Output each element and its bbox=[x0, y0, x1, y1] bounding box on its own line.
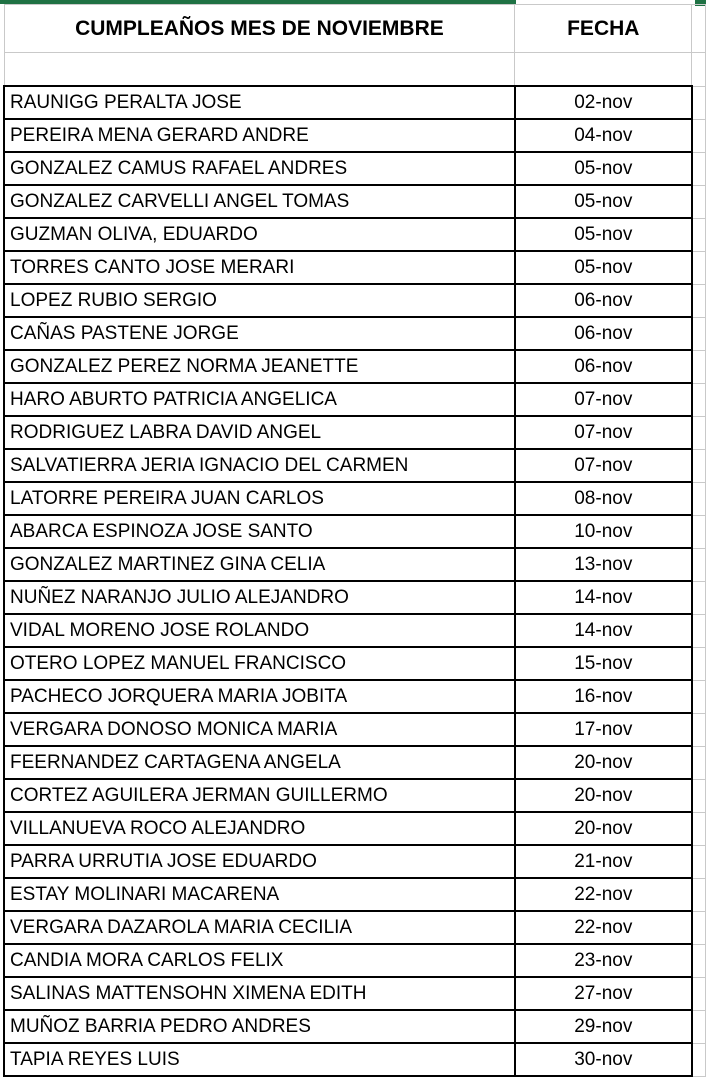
table-row bbox=[4, 218, 706, 251]
empty-cell[interactable] bbox=[692, 812, 706, 845]
date-cell[interactable]: 07-nov bbox=[515, 416, 692, 449]
table-row bbox=[4, 1043, 706, 1076]
name-cell[interactable]: GONZALEZ CARVELLI ANGEL TOMAS bbox=[4, 185, 515, 218]
table-row bbox=[4, 845, 706, 878]
date-cell[interactable]: 10-nov bbox=[515, 515, 692, 548]
table-row bbox=[4, 350, 706, 383]
name-cell[interactable]: GONZALEZ PEREZ NORMA JEANETTE bbox=[4, 350, 515, 383]
table-row bbox=[4, 746, 706, 779]
name-cell[interactable]: PACHECO JORQUERA MARIA JOBITA bbox=[4, 680, 515, 713]
date-cell[interactable]: 05-nov bbox=[515, 152, 692, 185]
empty-cell[interactable] bbox=[692, 581, 706, 614]
empty-cell[interactable] bbox=[692, 5, 706, 53]
empty-cell[interactable] bbox=[692, 1043, 706, 1076]
name-cell[interactable]: GUZMAN OLIVA, EDUARDO bbox=[4, 218, 515, 251]
name-cell[interactable]: CANDIA MORA CARLOS FELIX bbox=[4, 944, 515, 977]
table-row bbox=[4, 779, 706, 812]
name-cell[interactable]: VILLANUEVA ROCO ALEJANDRO bbox=[4, 812, 515, 845]
name-cell[interactable]: VIDAL MORENO JOSE ROLANDO bbox=[4, 614, 515, 647]
empty-cell[interactable] bbox=[692, 416, 706, 449]
empty-cell[interactable] bbox=[692, 680, 706, 713]
name-cell[interactable]: PEREIRA MENA GERARD ANDRE bbox=[4, 119, 515, 152]
table-row bbox=[4, 548, 706, 581]
name-cell[interactable]: ABARCA ESPINOZA JOSE SANTO bbox=[4, 515, 515, 548]
date-cell[interactable]: 13-nov bbox=[515, 548, 692, 581]
name-cell[interactable]: VERGARA DONOSO MONICA MARIA bbox=[4, 713, 515, 746]
name-cell[interactable]: SALVATIERRA JERIA IGNACIO DEL CARMEN bbox=[4, 449, 515, 482]
table-row bbox=[4, 515, 706, 548]
empty-cell[interactable] bbox=[692, 218, 706, 251]
table-row bbox=[4, 152, 706, 185]
table-row bbox=[4, 251, 706, 284]
date-cell[interactable]: 20-nov bbox=[515, 812, 692, 845]
date-cell[interactable]: 20-nov bbox=[515, 779, 692, 812]
empty-cell[interactable] bbox=[692, 779, 706, 812]
date-cell[interactable]: 29-nov bbox=[515, 1010, 692, 1043]
name-cell[interactable]: GONZALEZ CAMUS RAFAEL ANDRES bbox=[4, 152, 515, 185]
table-row bbox=[4, 416, 706, 449]
header-row bbox=[4, 5, 706, 53]
table-row bbox=[4, 284, 706, 317]
empty-cell[interactable] bbox=[4, 53, 515, 87]
empty-cell[interactable] bbox=[692, 1010, 706, 1043]
date-cell[interactable]: 17-nov bbox=[515, 713, 692, 746]
empty-cell[interactable] bbox=[692, 977, 706, 1010]
date-cell[interactable]: 16-nov bbox=[515, 680, 692, 713]
empty-cell[interactable] bbox=[692, 878, 706, 911]
blank-row bbox=[4, 53, 706, 87]
empty-cell[interactable] bbox=[515, 53, 692, 87]
empty-cell[interactable] bbox=[692, 284, 706, 317]
name-cell[interactable]: HARO ABURTO PATRICIA ANGELICA bbox=[4, 383, 515, 416]
birthday-table bbox=[3, 4, 706, 1077]
table-row bbox=[4, 680, 706, 713]
name-cell[interactable]: CAÑAS PASTENE JORGE bbox=[4, 317, 515, 350]
empty-cell[interactable] bbox=[692, 317, 706, 350]
date-cell[interactable]: 20-nov bbox=[515, 746, 692, 779]
empty-cell[interactable] bbox=[692, 746, 706, 779]
table-row bbox=[4, 1010, 706, 1043]
name-cell[interactable]: ESTAY MOLINARI MACARENA bbox=[4, 878, 515, 911]
date-cell[interactable]: 02-nov bbox=[515, 86, 692, 119]
date-cell[interactable]: 27-nov bbox=[515, 977, 692, 1010]
date-cell[interactable]: 07-nov bbox=[515, 449, 692, 482]
date-cell[interactable]: 06-nov bbox=[515, 284, 692, 317]
name-cell[interactable]: FEERNANDEZ CARTAGENA ANGELA bbox=[4, 746, 515, 779]
table-row bbox=[4, 713, 706, 746]
date-cell[interactable]: 07-nov bbox=[515, 383, 692, 416]
name-cell[interactable]: MUÑOZ BARRIA PEDRO ANDRES bbox=[4, 1010, 515, 1043]
date-cell[interactable]: 05-nov bbox=[515, 218, 692, 251]
date-cell[interactable]: 06-nov bbox=[515, 317, 692, 350]
table-row bbox=[4, 911, 706, 944]
empty-cell[interactable] bbox=[692, 119, 706, 152]
empty-cell[interactable] bbox=[692, 86, 706, 119]
table-row bbox=[4, 647, 706, 680]
name-cell[interactable]: TORRES CANTO JOSE MERARI bbox=[4, 251, 515, 284]
empty-cell[interactable] bbox=[692, 614, 706, 647]
empty-cell[interactable] bbox=[692, 515, 706, 548]
empty-cell[interactable] bbox=[692, 713, 706, 746]
table-row bbox=[4, 449, 706, 482]
name-cell[interactable]: VERGARA DAZAROLA MARIA CECILIA bbox=[4, 911, 515, 944]
name-cell[interactable]: NUÑEZ NARANJO JULIO ALEJANDRO bbox=[4, 581, 515, 614]
empty-cell[interactable] bbox=[692, 53, 706, 87]
table-row bbox=[4, 317, 706, 350]
name-cell[interactable]: CORTEZ AGUILERA JERMAN GUILLERMO bbox=[4, 779, 515, 812]
date-cell[interactable]: 15-nov bbox=[515, 647, 692, 680]
date-cell[interactable]: 21-nov bbox=[515, 845, 692, 878]
date-cell[interactable]: 23-nov bbox=[515, 944, 692, 977]
empty-cell[interactable] bbox=[692, 152, 706, 185]
name-cell[interactable]: RODRIGUEZ LABRA DAVID ANGEL bbox=[4, 416, 515, 449]
empty-cell[interactable] bbox=[692, 911, 706, 944]
table-row bbox=[4, 878, 706, 911]
empty-cell[interactable] bbox=[692, 449, 706, 482]
empty-cell[interactable] bbox=[692, 647, 706, 680]
table-row bbox=[4, 86, 706, 119]
empty-cell[interactable] bbox=[692, 383, 706, 416]
table-row bbox=[4, 119, 706, 152]
date-cell[interactable]: 22-nov bbox=[515, 878, 692, 911]
date-cell[interactable]: 06-nov bbox=[515, 350, 692, 383]
empty-cell[interactable] bbox=[692, 482, 706, 515]
empty-cell[interactable] bbox=[692, 944, 706, 977]
empty-cell[interactable] bbox=[692, 845, 706, 878]
name-cell[interactable]: OTERO LOPEZ MANUEL FRANCISCO bbox=[4, 647, 515, 680]
empty-cell[interactable] bbox=[692, 350, 706, 383]
empty-cell[interactable] bbox=[692, 251, 706, 284]
name-cell[interactable]: RAUNIGG PERALTA JOSE bbox=[4, 86, 515, 119]
name-cell[interactable]: SALINAS MATTENSOHN XIMENA EDITH bbox=[4, 977, 515, 1010]
empty-cell[interactable] bbox=[692, 185, 706, 218]
table-row bbox=[4, 383, 706, 416]
name-cell[interactable]: GONZALEZ MARTINEZ GINA CELIA bbox=[4, 548, 515, 581]
table-row bbox=[4, 614, 706, 647]
table-row bbox=[4, 482, 706, 515]
date-cell[interactable]: 30-nov bbox=[515, 1043, 692, 1076]
date-cell[interactable]: 22-nov bbox=[515, 911, 692, 944]
name-cell[interactable]: LOPEZ RUBIO SERGIO bbox=[4, 284, 515, 317]
table-row bbox=[4, 812, 706, 845]
table-row bbox=[4, 185, 706, 218]
date-cell[interactable]: 14-nov bbox=[515, 581, 692, 614]
name-cell[interactable]: TAPIA REYES LUIS bbox=[4, 1043, 515, 1076]
name-cell[interactable]: PARRA URRUTIA JOSE EDUARDO bbox=[4, 845, 515, 878]
date-cell[interactable]: 05-nov bbox=[515, 185, 692, 218]
empty-cell[interactable] bbox=[692, 548, 706, 581]
date-cell[interactable]: 08-nov bbox=[515, 482, 692, 515]
date-cell[interactable]: 14-nov bbox=[515, 614, 692, 647]
date-cell[interactable]: 05-nov bbox=[515, 251, 692, 284]
header-date-cell[interactable]: FECHA bbox=[515, 5, 692, 53]
date-cell[interactable]: 04-nov bbox=[515, 119, 692, 152]
header-name-cell[interactable]: CUMPLEAÑOS MES DE NOVIEMBRE bbox=[4, 5, 515, 53]
table-row bbox=[4, 944, 706, 977]
table-row bbox=[4, 581, 706, 614]
table-row bbox=[4, 977, 706, 1010]
name-cell[interactable]: LATORRE PEREIRA JUAN CARLOS bbox=[4, 482, 515, 515]
